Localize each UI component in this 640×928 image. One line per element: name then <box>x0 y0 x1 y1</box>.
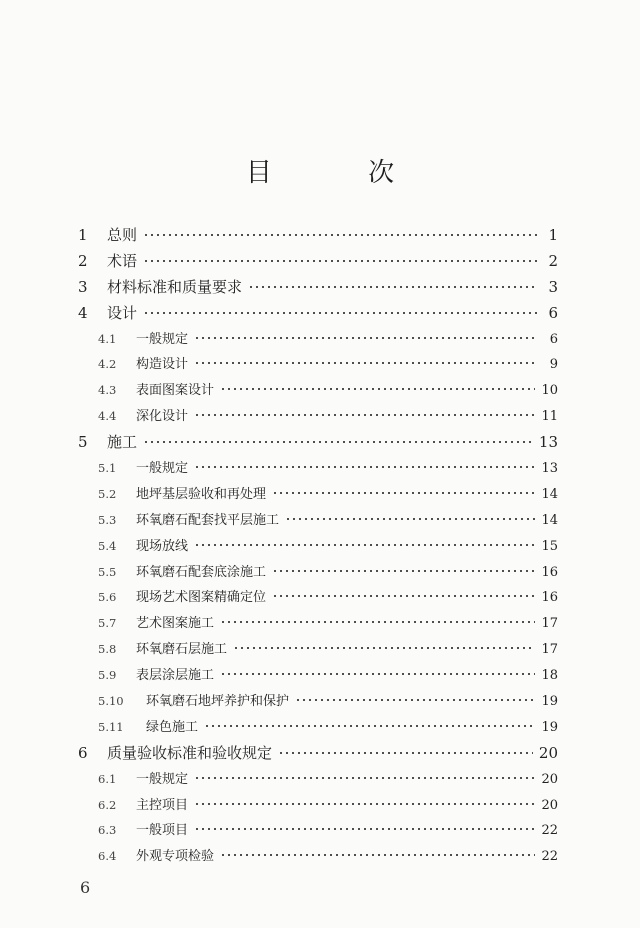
toc-section-entry[interactable] <box>78 845 558 871</box>
toc-section-entry[interactable] <box>78 457 558 483</box>
toc-entry-label: 主控项目 <box>136 797 189 813</box>
toc-entry-page: 17 <box>541 642 558 658</box>
toc-entry-page: 9 <box>549 357 558 373</box>
toc-entry-label: 表面图案设计 <box>136 383 215 399</box>
toc-entry-number: 1 <box>78 226 88 244</box>
toc-chapter-entry[interactable] <box>78 224 558 250</box>
toc-entry-label: 环氧磨石层施工 <box>136 642 228 658</box>
toc-entry-number: 6.3 <box>98 823 117 838</box>
toc-entry-number: 4.2 <box>98 357 117 372</box>
toc-entry-label: 一般规定 <box>136 461 189 477</box>
toc-section-entry[interactable] <box>78 561 558 587</box>
toc-entry-label: 一般规定 <box>136 331 189 347</box>
toc-section-entry[interactable] <box>78 716 558 742</box>
dot-leader <box>272 492 535 494</box>
dot-leader <box>143 234 538 236</box>
toc-entry-number: 5.7 <box>98 616 117 631</box>
toc-section-entry[interactable] <box>78 794 558 820</box>
toc-entry-label: 地坪基层验收和再处理 <box>136 486 267 502</box>
toc-section-entry[interactable] <box>78 586 558 612</box>
dot-leader <box>272 570 535 572</box>
page-number: 6 <box>80 878 91 897</box>
toc-entry-number: 2 <box>78 251 88 270</box>
toc-entry-label: 构造设计 <box>136 357 189 373</box>
toc-entry-number: 5 <box>78 433 88 452</box>
toc-chapter-entry[interactable] <box>78 302 558 328</box>
dot-leader <box>204 725 535 727</box>
toc-entry-number: 5.9 <box>98 668 117 683</box>
toc-entry-label: 现场艺术图案精确定位 <box>136 590 267 606</box>
toc-entry-page: 20 <box>538 743 558 762</box>
toc-entry-page: 18 <box>541 668 558 684</box>
toc-entry-number: 6.2 <box>98 797 117 812</box>
toc-entry-page: 16 <box>541 564 558 580</box>
toc-section-entry[interactable] <box>78 379 558 405</box>
toc-entry-page: 14 <box>541 512 558 528</box>
toc-entry-number: 5.10 <box>98 694 124 709</box>
toc-entry-label: 现场放线 <box>136 538 189 554</box>
toc-entry-number: 5.8 <box>98 642 117 657</box>
toc-section-entry[interactable] <box>78 509 558 535</box>
toc-entry-page: 2 <box>548 251 558 270</box>
dot-leader <box>272 595 535 597</box>
toc-entry-number: 6.1 <box>98 771 117 786</box>
dot-leader <box>194 362 538 364</box>
toc-entry-page: 3 <box>548 277 558 296</box>
dot-leader <box>295 699 535 701</box>
toc-entry-page: 15 <box>541 538 558 554</box>
toc-entry-page: 13 <box>538 433 558 452</box>
toc-entry-label: 总则 <box>107 226 138 244</box>
toc-entry-page: 1 <box>548 226 558 244</box>
toc-section-entry[interactable] <box>78 768 558 794</box>
toc-entry-number: 5.1 <box>98 461 117 476</box>
toc-section-entry[interactable] <box>78 612 558 638</box>
toc-chapter-entry[interactable] <box>78 742 558 768</box>
dot-leader <box>194 828 535 830</box>
page-title: 目 次 <box>245 158 439 188</box>
dot-leader <box>143 441 533 443</box>
toc-section-entry[interactable] <box>78 664 558 690</box>
toc-entry-number: 4 <box>78 303 88 322</box>
toc-entry-number: 5.2 <box>98 486 117 501</box>
toc-entry-number: 4.1 <box>98 331 117 346</box>
toc-entry-number: 5.4 <box>98 538 117 553</box>
dot-leader <box>220 388 535 390</box>
toc-entry-page: 17 <box>541 616 558 632</box>
toc-entry-label: 一般规定 <box>136 771 189 787</box>
toc-entry-number: 5.3 <box>98 512 117 527</box>
toc-section-entry[interactable] <box>78 405 558 431</box>
toc-entry-number: 5.6 <box>98 590 117 605</box>
dot-leader <box>143 260 538 262</box>
toc-entry-page: 11 <box>541 409 558 425</box>
dot-leader <box>233 647 535 649</box>
dot-leader <box>285 518 535 520</box>
toc-entry-label: 环氧磨石配套底涂施工 <box>136 564 267 580</box>
toc-entry-page: 14 <box>541 486 558 502</box>
toc-entry-label: 材料标准和质量要求 <box>107 277 243 296</box>
toc-entry-label: 艺术图案施工 <box>136 616 215 632</box>
toc-entry-page: 13 <box>541 461 558 477</box>
dot-leader <box>220 621 535 623</box>
toc-entry-page: 19 <box>541 719 558 735</box>
toc-entry-page: 16 <box>541 590 558 606</box>
dot-leader <box>194 466 535 468</box>
dot-leader <box>194 803 535 805</box>
toc-entry-label: 质量验收标准和验收规定 <box>107 743 273 762</box>
toc-section-entry[interactable] <box>78 690 558 716</box>
toc-entry-label: 深化设计 <box>136 409 189 425</box>
dot-leader <box>194 414 535 416</box>
toc-entry-number: 6 <box>78 743 88 762</box>
toc-entry-label: 施工 <box>107 433 138 452</box>
toc-entry-label: 环氧磨石配套找平层施工 <box>136 512 280 528</box>
toc-section-entry[interactable] <box>78 483 558 509</box>
toc-entry-page: 20 <box>541 771 558 787</box>
dot-leader <box>194 544 535 546</box>
toc-chapter-entry[interactable] <box>78 276 558 302</box>
toc-entry-label: 环氧磨石地坪养护和保护 <box>146 694 290 710</box>
dot-leader <box>248 286 538 288</box>
toc-entry-label: 术语 <box>107 251 138 270</box>
toc-entry-label: 外观专项检验 <box>136 849 215 865</box>
dot-leader <box>278 752 533 754</box>
toc-entry-page: 6 <box>548 303 558 322</box>
dot-leader <box>194 337 538 339</box>
toc-entry-number: 3 <box>78 277 88 296</box>
dot-leader <box>220 673 535 675</box>
toc-entry-label: 绿色施工 <box>146 719 199 735</box>
toc-entry-number: 5.5 <box>98 564 117 579</box>
dot-leader <box>220 854 535 856</box>
toc-entry-page: 22 <box>541 823 558 839</box>
toc-entry-number: 6.4 <box>98 849 117 864</box>
toc-entry-number: 4.4 <box>98 409 117 424</box>
toc-chapter-entry[interactable] <box>78 250 558 276</box>
dot-leader <box>194 777 535 779</box>
toc-section-entry[interactable] <box>78 353 558 379</box>
toc-section-entry[interactable] <box>78 638 558 664</box>
toc-section-entry[interactable] <box>78 535 558 561</box>
toc-section-entry[interactable] <box>78 819 558 845</box>
toc-entry-label: 表层涂层施工 <box>136 668 215 684</box>
toc-section-entry[interactable] <box>78 328 558 354</box>
dot-leader <box>143 312 538 314</box>
toc-entry-page: 20 <box>541 797 558 813</box>
toc-entry-page: 19 <box>541 694 558 710</box>
toc-entry-page: 6 <box>549 331 558 347</box>
toc-chapter-entry[interactable] <box>78 431 558 457</box>
toc-entry-label: 一般项目 <box>136 823 189 839</box>
toc-entry-page: 22 <box>541 849 558 865</box>
toc-entry-number: 4.3 <box>98 383 117 398</box>
toc-entry-number: 5.11 <box>98 719 124 734</box>
toc-entry-label: 设计 <box>107 303 138 322</box>
toc-entry-page: 10 <box>541 383 558 399</box>
table-of-contents <box>78 224 558 871</box>
